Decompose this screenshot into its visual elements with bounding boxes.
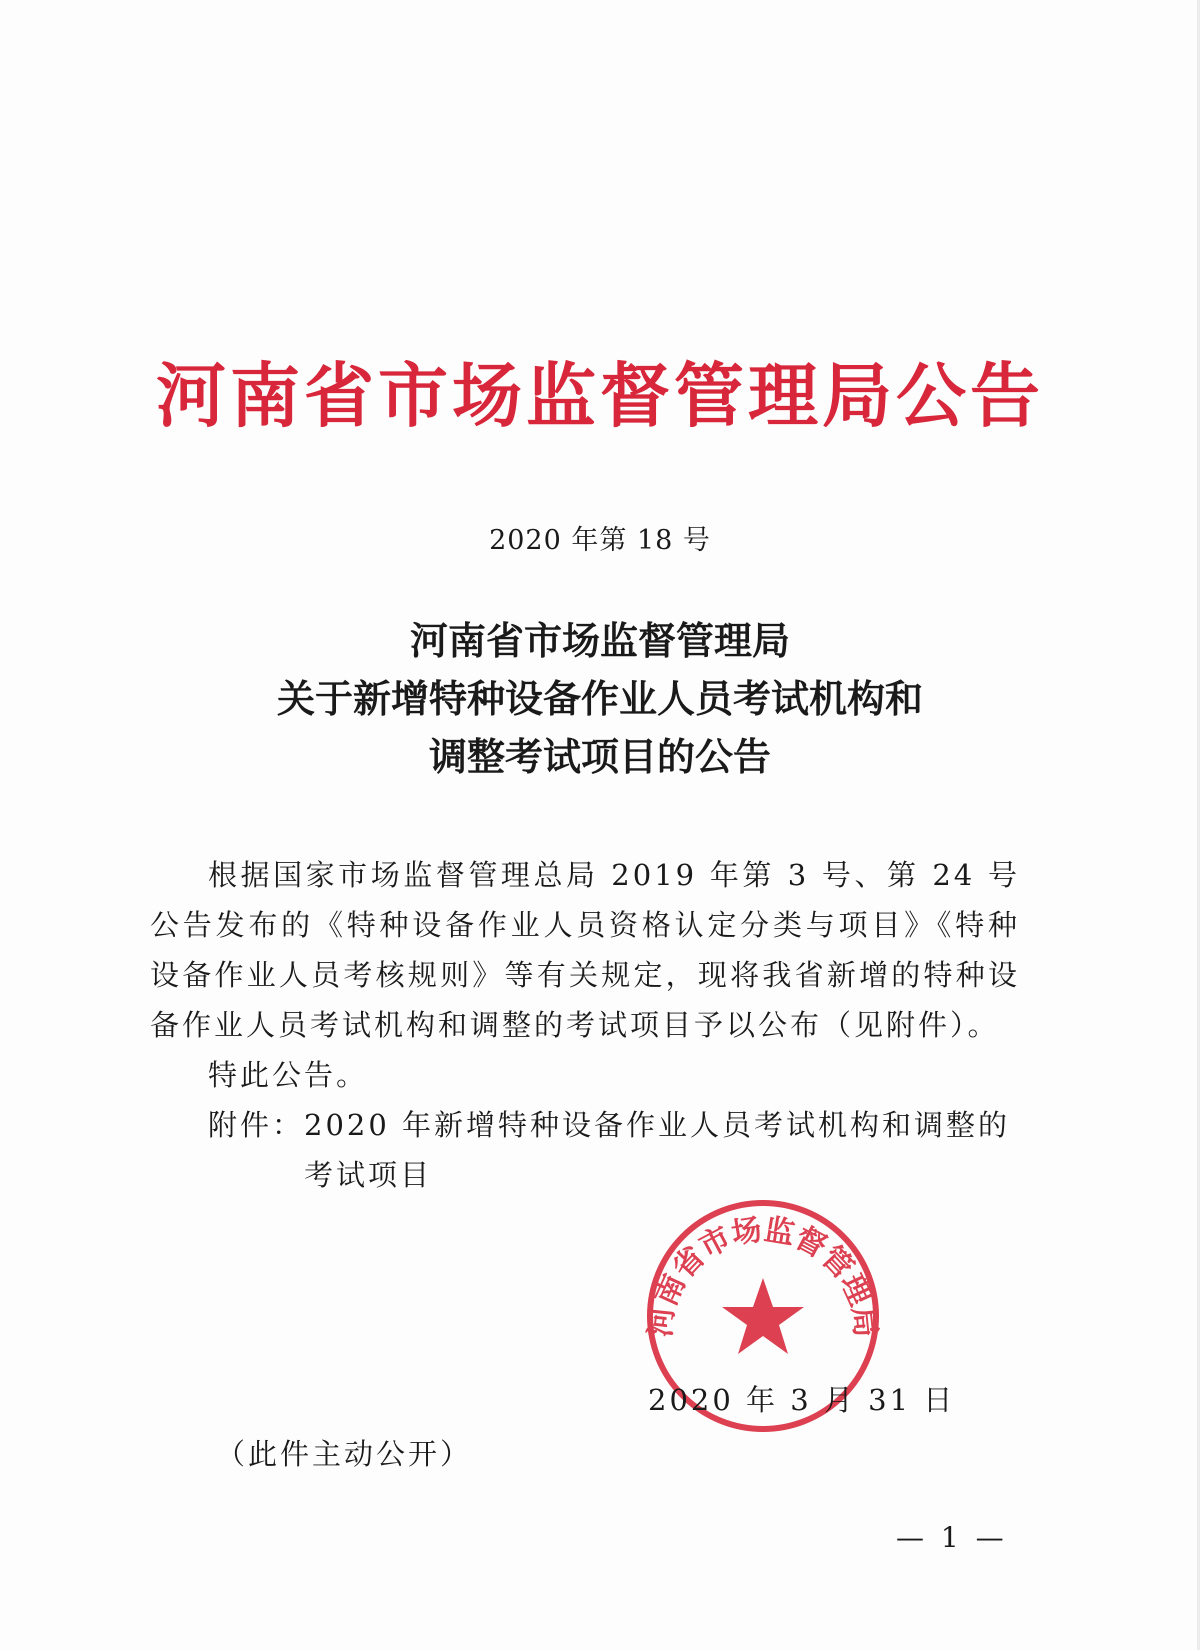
document-number: 2020 年第 18 号 bbox=[489, 525, 711, 556]
page-number: — 1 — bbox=[896, 1521, 1008, 1554]
document-title bbox=[0, 612, 1200, 786]
seal-text: 河南省市场监督管理局 bbox=[643, 1212, 883, 1339]
attachment-note bbox=[150, 1100, 1020, 1200]
title-line-2: 关于新增特种设备作业人员考试机构和 bbox=[276, 677, 923, 721]
title-line-1: 河南省市场监督管理局 bbox=[409, 619, 790, 663]
disclosure-note: （此件主动公开） bbox=[216, 1437, 473, 1471]
seal-star-icon bbox=[722, 1278, 804, 1354]
attachment-label: 附件： bbox=[208, 1108, 305, 1142]
document-body bbox=[150, 850, 1020, 1200]
masthead-title: 河南省市场监督管理局公告 bbox=[156, 354, 1044, 437]
title-line-3: 调整考试项目的公告 bbox=[428, 735, 771, 779]
signature-date: 2020 年 3 月 31 日 bbox=[648, 1383, 956, 1417]
attachment-text: 2020 年新增特种设备作业人员考试机构和调整的考试项目 bbox=[304, 1108, 1011, 1192]
body-paragraph: 根据国家市场监督管理总局 2019 年第 3 号、第 24 号公告发布的《特种设备作业人员资格认定分类与项目》《特种设备作业人员考核规则》等有关规定，现将我省新增的特种设备作业人员考试机构和调整的考试项目予以公布（见附件）。 bbox=[150, 858, 1020, 1042]
closing-line: 特此公告。 bbox=[208, 1058, 369, 1092]
